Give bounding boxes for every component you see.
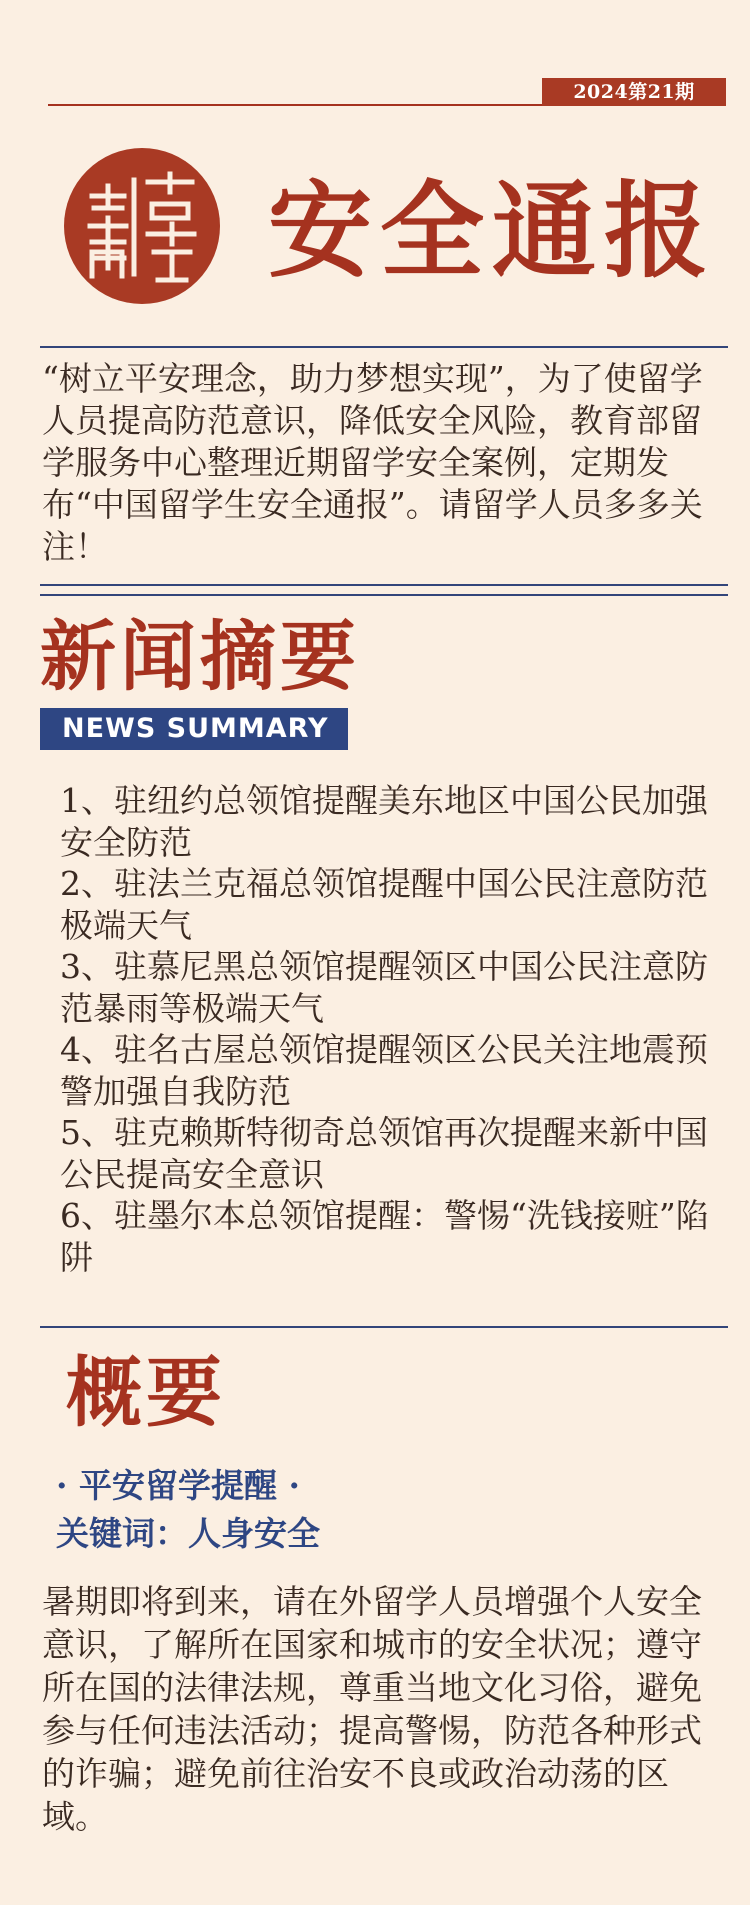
news-item: 6、驻墨尔本总领馆提醒：警惕“洗钱接赃”陷阱: [60, 1196, 709, 1277]
news-summary-title: 新闻摘要: [40, 612, 360, 701]
intro-text: “树立平安理念，助力梦想实现”，为了使留学人员提高防范意识，降低安全风险，教育部留学服务中心整理近期留学安全案例，定期发布“中国留学生安全通报”。请留学人员多多关注！: [42, 359, 703, 566]
news-summary-badge: NEWS SUMMARY: [40, 708, 348, 750]
reminder-label: · 平安留学提醒 ·: [56, 1466, 300, 1505]
overview-title: 概要: [66, 1348, 226, 1437]
news-item: 2、驻法兰克福总领馆提醒中国公民注意防范极端天气: [60, 864, 708, 945]
news-item: 1、驻纽约总领馆提醒美东地区中国公民加强安全防范: [60, 781, 708, 862]
intro-bottom-rule-1: [40, 584, 728, 586]
overview-top-rule: [40, 1326, 728, 1328]
intro-bottom-rule-2: [40, 594, 728, 596]
news-item: 3、驻慕尼黑总领馆提醒领区中国公民注意防范暴雨等极端天气: [60, 947, 708, 1028]
seal-logo: [62, 146, 222, 306]
news-item: 4、驻名古屋总领馆提醒领区公民关注地震预警加强自我防范: [60, 1030, 708, 1111]
overview-body-text: 暑期即将到来，请在外留学人员增强个人安全意识，了解所在国家和城市的安全状况；遵守所在国的法律法规，尊重当地文化习俗，避免参与任何违法活动；提高警惕，防范各种形式的诈骗；避免前往治安不良或政治动荡的区域。: [42, 1582, 702, 1836]
news-list: [60, 780, 728, 1278]
intro-top-rule: [40, 346, 728, 348]
news-item: 5、驻克赖斯特彻奇总领馆再次提醒来新中国公民提高安全意识: [60, 1113, 708, 1194]
main-title: 安全通报: [268, 169, 717, 292]
seal-logo-icon: [62, 146, 222, 306]
keyword-label: 关键词：人身安全: [56, 1514, 320, 1553]
issue-tag: 2024第21期: [542, 78, 726, 106]
